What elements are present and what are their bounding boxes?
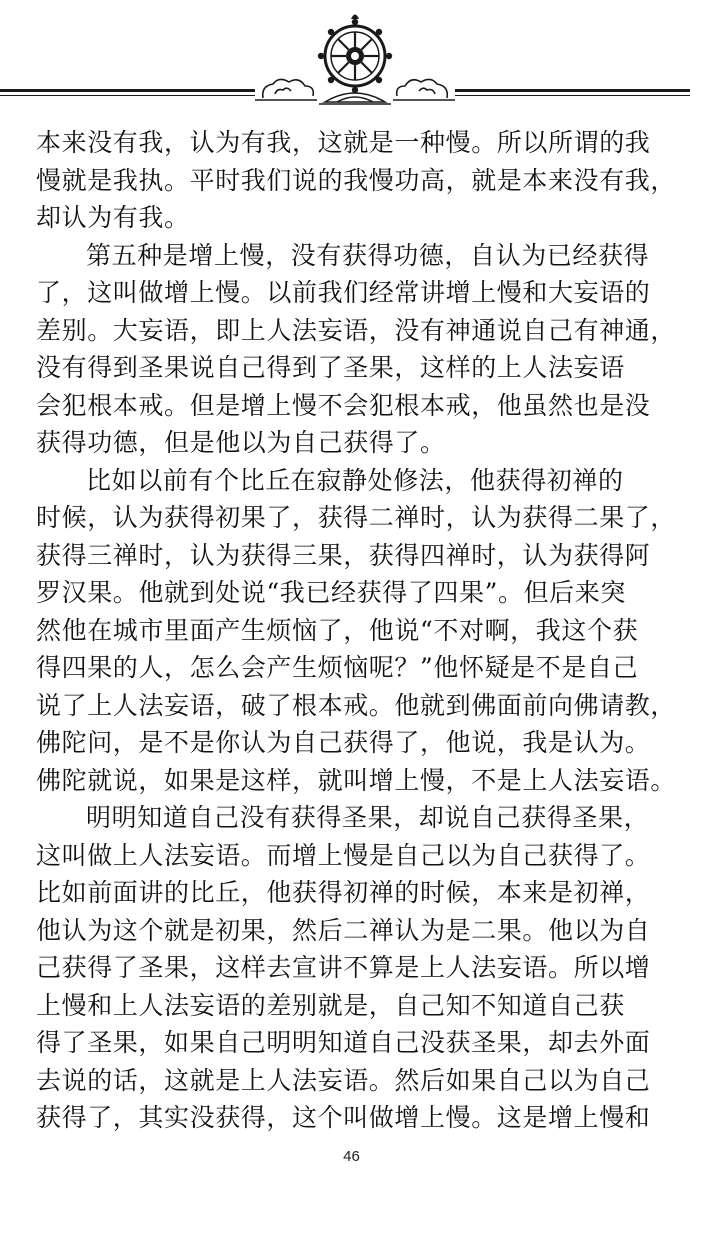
text-line: 得四果的人，怎么会产生烦恼呢？”他怀疑是不是自己 <box>36 653 639 682</box>
text-line: 然他在城市里面产生烦恼了，他说“不对啊，我这个获 <box>36 615 639 645</box>
dharma-wheel-icon <box>255 14 455 109</box>
text-line: 这叫做上人法妄语。而增上慢是自己以为自己获得了。 <box>36 840 651 870</box>
text-line: 去说的话，这就是上人法妄语。然后如果自己以为自己 <box>36 1065 651 1095</box>
text-line: 却认为有我。 <box>36 203 190 232</box>
paragraph-start-line: 明明知道自己没有获得圣果，却说自己获得圣果， <box>86 803 650 832</box>
text-line: 罗汉果。他就到处说“我已经获得了四果”。但后来突 <box>36 578 626 607</box>
text-line: 得了圣果，如果自己明明知道自己没获圣果，却去外面 <box>36 1028 651 1057</box>
text-line: 比如前面讲的比丘，他获得初禅的时候，本来是初禅， <box>36 878 651 907</box>
text-line: 己获得了圣果，这样去宣讲不算是上人法妄语。所以增 <box>36 953 651 982</box>
paragraph-start-line: 比如以前有个比丘在寂静处修法，他获得初禅的 <box>86 465 624 495</box>
text-line: 佛陀问，是不是你认为自己获得了，他说，我是认为。 <box>36 728 651 757</box>
text-line: 差别。大妄语，即上人法妄语，没有神通说自己有神通， <box>36 315 676 345</box>
text-line: 获得功德，但是他以为自己获得了。 <box>36 428 446 457</box>
text-line: 他认为这个就是初果，然后二禅认为是二果。他以为自 <box>36 915 651 945</box>
page-number: 46 <box>343 1148 360 1165</box>
text-line: 慢就是我执。平时我们说的我慢功高，就是本来没有我， <box>36 165 676 195</box>
text-line: 佛陀就说，如果是这样，就叫增上慢，不是上人法妄语。 <box>36 765 676 795</box>
text-line: 没有得到圣果说自己得到了圣果，这样的上人法妄语 <box>36 353 625 382</box>
text-line: 会犯根本戒。但是增上慢不会犯根本戒，他虽然也是没 <box>36 390 651 420</box>
text-line: 了，这叫做增上慢。以前我们经常讲增上慢和大妄语的 <box>36 278 651 307</box>
text-line: 上慢和上人法妄语的差别就是，自己知不知道自己获 <box>36 990 625 1020</box>
text-line: 获得了，其实没获得，这个叫做增上慢。这是增上慢和 <box>36 1103 651 1132</box>
page-header <box>0 0 703 110</box>
text-line: 本来没有我，认为有我，这就是一种慢。所以所谓的我 <box>36 128 651 157</box>
text-line: 时候，认为获得初果了，获得二禅时，认为获得二果了， <box>36 503 676 532</box>
body-text <box>36 124 676 1137</box>
text-line: 说了上人法妄语，破了根本戒。他就到佛面前向佛请教， <box>36 690 676 720</box>
text-line: 获得三禅时，认为获得三果，获得四禅时，认为获得阿 <box>36 540 651 570</box>
paragraph-start-line: 第五种是增上慢，没有获得功德，自认为已经获得 <box>86 240 650 270</box>
